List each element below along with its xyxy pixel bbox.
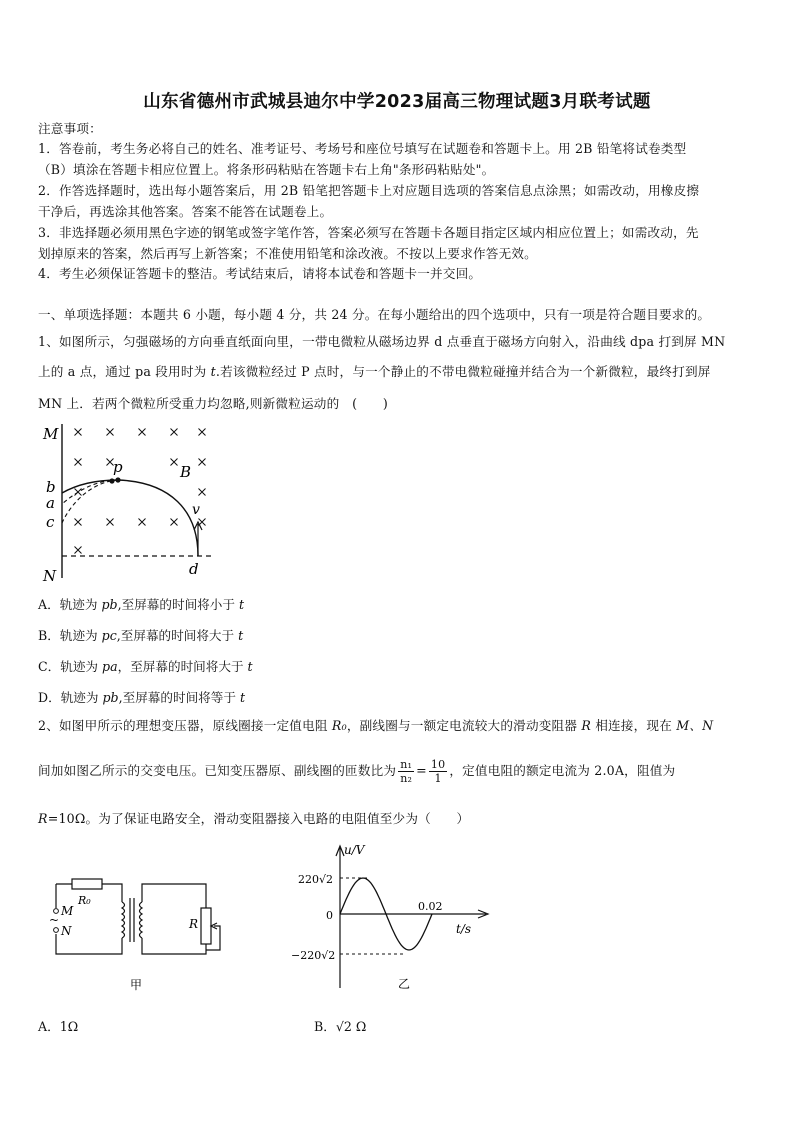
notice-line: 2．作答选择题时，选出每小题答案后，用 2B 铅笔把答题卡上对应题目选项的答案信息点涂黑；如需改动，用橡皮擦 — [38, 183, 700, 198]
label-v: v — [192, 502, 200, 518]
field-cross — [171, 519, 178, 526]
label-B: B — [180, 463, 192, 481]
turns-ratio-fraction: $\frac{\text{n₁}}{\text{n₂}}$ — [400, 758, 413, 785]
field-cross — [75, 429, 82, 436]
q2-text-line2: 间加如图乙所示的交变电压。已知变压器原、副线圈的匝数比为 $\frac{\text{n₁}}{\text{n₂}}$ = $\frac{10}{1}$ ，定值电阻的额定电流为 2.0A，阻值为 — [38, 758, 676, 785]
field-cross — [75, 547, 82, 554]
q2-text-line3: R=10Ω。为了保证电路安全，滑动变阻器接入电路的电阻值至少为（ ） — [38, 811, 470, 826]
label-b: b — [46, 478, 56, 496]
notice-line: 4．考生必须保证答题卡的整洁。考试结束后，请将本试卷和答题卡一并交回。 — [38, 266, 482, 281]
label-R0: R₀ — [78, 894, 91, 907]
field-cross — [107, 429, 114, 436]
y-axis-label: u/V — [344, 843, 365, 857]
q1-option-c[interactable]: C．轨迹为 pa，至屏幕的时间将大于 t — [38, 659, 253, 674]
notice-line: 3．非选择题必须用黑色字迹的钢笔或签字笔作答，答案必须写在答题卡各题目指定区域内相应位置上；如需改动，先 — [38, 225, 699, 240]
label-R: R — [189, 917, 199, 931]
label-M: M — [61, 904, 74, 918]
zero-label: 0 — [326, 909, 333, 922]
q1-text-line3: MN 上．若两个微粒所受重力均忽略,则新微粒运动的 ( ) — [38, 396, 388, 411]
field-cross — [199, 489, 206, 496]
field-cross — [171, 459, 178, 466]
field-cross — [139, 519, 146, 526]
field-cross — [75, 519, 82, 526]
q1-text-line1: 1、如图所示，匀强磁场的方向垂直纸面向里，一带电微粒从磁场边界 d 点垂直于磁场方向射入，沿曲线 dpa 打到屏 MN — [38, 334, 726, 349]
q2-option-a[interactable]: A．1Ω — [38, 1019, 79, 1034]
section-heading: 一、单项选择题：本题共 6 小题，每小题 4 分，共 24 分。在每小题给出的四个选项中，只有一项是符合题目要求的。 — [38, 307, 711, 322]
q1-magnetic-field-figure — [40, 420, 220, 585]
label-N: N — [61, 924, 72, 938]
field-cross — [171, 429, 178, 436]
ymax-label: 220√2 — [298, 873, 334, 886]
label-N: N — [43, 567, 57, 585]
label-d: d — [189, 560, 199, 578]
ratio-value-fraction: $\frac{10}{1}$ — [430, 758, 446, 785]
x-axis-label: t/s — [456, 922, 472, 936]
q1-text-line2: 上的 a 点，通过 pa 段用时为 t.若该微粒经过 P 点时，与一个静止的不带电微粒碰撞并结合为一个新微粒，最终打到屏 — [38, 364, 711, 379]
period-label: 0.02 — [418, 900, 443, 913]
notice-line: 1．答卷前，考生务必将自己的姓名、准考证号、考场号和座位号填写在试题卷和答题卡上。用 2B 铅笔将试卷类型 — [38, 141, 687, 156]
q1-option-d[interactable]: D．轨迹为 pb,至屏幕的时间将等于 t — [38, 690, 246, 705]
caption-jia: 甲 — [130, 978, 143, 992]
q2-option-b[interactable]: B．√2 Ω — [314, 1019, 367, 1034]
label-c: c — [46, 513, 55, 531]
page-title: 山东省德州市武城县迪尔中学2023届高三物理试题3月联考试题 — [143, 92, 651, 112]
field-cross — [199, 459, 206, 466]
ymin-label: −220√2 — [291, 949, 336, 962]
ac-source-symbol: ~ — [49, 913, 60, 927]
q1-option-a[interactable]: A．轨迹为 pb,至屏幕的时间将小于 t — [38, 597, 245, 612]
notice-line: （B）填涂在答题卡相应位置上。将条形码粘贴在答题卡右上角"条形码粘贴处"。 — [38, 162, 495, 177]
q2-waveform-figure — [286, 838, 496, 998]
label-p: p — [113, 458, 123, 476]
notice-heading: 注意事项： — [38, 121, 102, 136]
field-cross — [75, 459, 82, 466]
q2-circuit-figure — [44, 872, 244, 997]
label-M: M — [43, 425, 59, 443]
caption-yi: 乙 — [398, 977, 411, 991]
notice-line: 划掉原来的答案，然后再写上新答案；不准使用铅笔和涂改液。不按以上要求作答无效。 — [38, 246, 537, 261]
field-cross — [139, 429, 146, 436]
field-cross — [107, 519, 114, 526]
q2-text-line1: 2、如图甲所示的理想变压器，原线圈接一定值电阻 R₀，副线圈与一额定电流较大的滑动变阻器 R 相连接，现在 M、N — [38, 718, 714, 733]
notice-line: 干净后，再选涂其他答案。答案不能答在试题卷上。 — [38, 204, 333, 219]
q1-option-b[interactable]: B．轨迹为 pc,至屏幕的时间将大于 t — [38, 628, 244, 643]
field-cross — [199, 429, 206, 436]
label-a: a — [46, 494, 55, 512]
field-crosses — [75, 429, 206, 554]
